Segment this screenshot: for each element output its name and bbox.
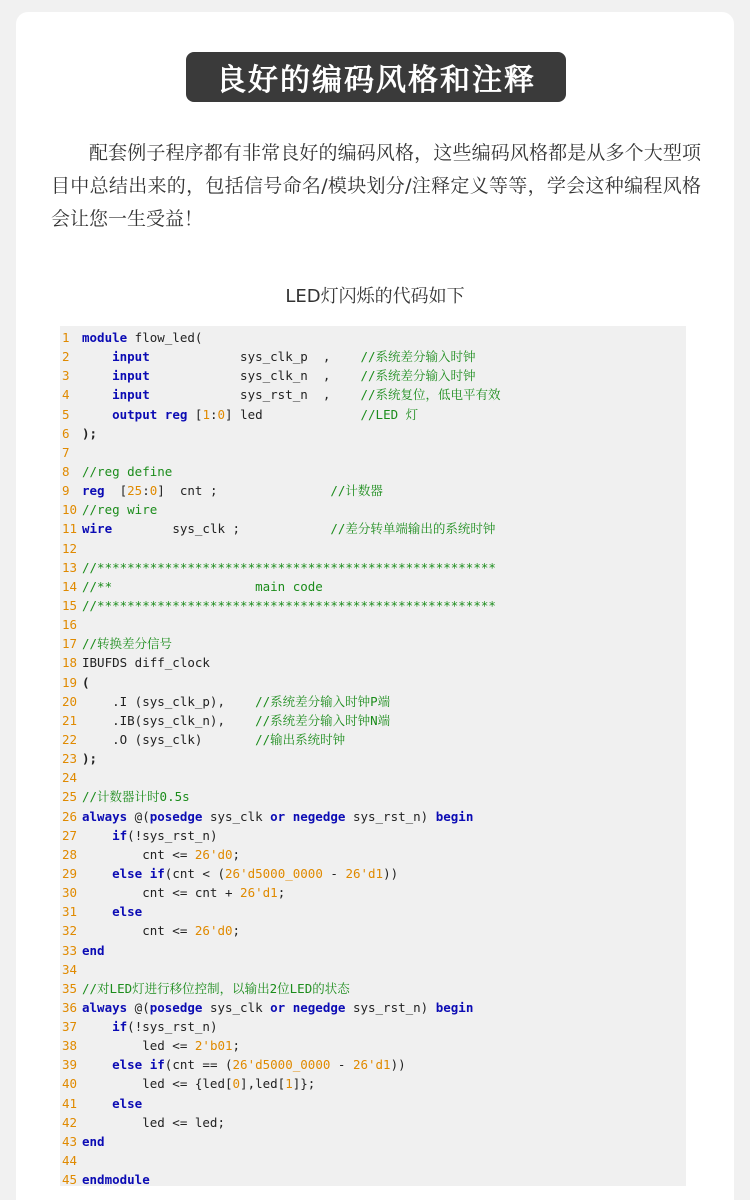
- code-line: [60, 787, 686, 806]
- code-token: //系统差分输入时钟N端: [255, 712, 391, 728]
- code-token: [82, 904, 112, 919]
- code-token: 26'd1: [240, 885, 278, 901]
- code-token: );: [82, 751, 98, 767]
- line-number: 4: [62, 387, 70, 403]
- code-token: led <= led;: [82, 1114, 225, 1130]
- code-token: 26'd5000_0000: [232, 1057, 331, 1073]
- code-line: [60, 539, 686, 558]
- line-number: 31: [62, 904, 78, 920]
- line-number: 22: [62, 731, 78, 747]
- code-token: module: [82, 330, 128, 345]
- code-line: [60, 1132, 686, 1151]
- code-line: [60, 500, 686, 519]
- line-number: 30: [62, 885, 78, 901]
- code-token: [82, 1019, 112, 1034]
- line-number: 26: [62, 808, 78, 824]
- code-token: or negedge: [270, 808, 346, 824]
- line-number: 39: [62, 1057, 78, 1073]
- code-line: [60, 1055, 686, 1074]
- code-token: if: [112, 827, 128, 843]
- code-line: [60, 960, 686, 979]
- line-number: 29: [62, 865, 78, 881]
- code-token: sys_clk_n ,: [149, 368, 361, 384]
- line-number: 25: [62, 789, 78, 805]
- line-number: 9: [62, 483, 70, 499]
- code-token: or negedge: [270, 999, 346, 1015]
- line-number: 43: [62, 1133, 78, 1149]
- code-token: ]};: [292, 1076, 316, 1092]
- code-line: [60, 730, 686, 749]
- code-token: [82, 828, 112, 843]
- code-token: ;: [232, 1038, 241, 1054]
- line-number: 15: [62, 597, 78, 613]
- code-line: [60, 328, 686, 347]
- code-token: @(: [127, 808, 150, 824]
- line-number: 27: [62, 827, 78, 843]
- code-token: led <=: [82, 1038, 195, 1054]
- line-number: 32: [62, 923, 78, 939]
- code-token: (!sys_rst_n): [127, 1019, 218, 1035]
- code-line: [60, 807, 686, 826]
- code-line: [60, 558, 686, 577]
- code-token: 26'd0: [194, 923, 233, 939]
- code-token: ;: [232, 923, 241, 939]
- code-line: [60, 692, 686, 711]
- code-token: )): [383, 865, 399, 881]
- code-line: [60, 519, 686, 538]
- code-line: [60, 481, 686, 500]
- code-token: 26'd0: [194, 846, 233, 862]
- line-number: 11: [62, 521, 78, 537]
- code-line: [60, 462, 686, 481]
- code-token: sys_rst_n): [345, 999, 436, 1015]
- line-number: 5: [62, 406, 70, 422]
- code-token: ] led: [225, 406, 361, 422]
- line-number: 42: [62, 1114, 78, 1130]
- code-token: //系统差分输入时钟P端: [255, 693, 391, 709]
- code-token: @(: [127, 999, 150, 1015]
- code-token: (cnt == (: [164, 1057, 233, 1073]
- code-token: posedge: [149, 999, 203, 1015]
- line-number: 21: [62, 712, 78, 728]
- code-line: [60, 749, 686, 768]
- code-token: ;: [232, 846, 241, 862]
- code-token: //reg define: [82, 463, 173, 479]
- code-token: else: [112, 1095, 143, 1111]
- code-token: ;: [277, 885, 286, 901]
- code-line: [60, 1074, 686, 1093]
- code-line: [60, 443, 686, 462]
- line-number: 16: [62, 617, 78, 633]
- code-token: end: [82, 942, 105, 958]
- code-caption: LED灯闪烁的代码如下: [285, 286, 465, 307]
- code-token: :: [142, 483, 150, 499]
- code-line: [60, 653, 686, 672]
- code-token: if: [112, 1019, 128, 1035]
- code-token: //转换差分信号: [82, 636, 173, 652]
- code-token: //计数器计时0.5s: [82, 789, 190, 805]
- code-token: begin: [435, 999, 474, 1015]
- code-line: [60, 1151, 686, 1170]
- code-token: sys_clk_p ,: [149, 349, 361, 365]
- code-token: flow_led(: [127, 330, 203, 345]
- line-number: 34: [62, 961, 78, 977]
- line-number: 2: [62, 349, 70, 365]
- line-number: 13: [62, 559, 78, 575]
- code-line: [60, 1170, 686, 1189]
- code-token: (!sys_rst_n): [127, 827, 218, 843]
- code-token: 26'd5000_0000: [225, 865, 323, 881]
- code-line: [60, 998, 686, 1017]
- line-number: 35: [62, 980, 78, 996]
- code-line: [60, 864, 686, 883]
- code-token: 2'b01: [194, 1038, 233, 1054]
- line-number: 18: [62, 655, 78, 671]
- line-number: 37: [62, 1019, 78, 1035]
- code-line: [60, 902, 686, 921]
- code-line: [60, 405, 686, 424]
- code-line: [60, 711, 686, 730]
- code-line: [60, 1036, 686, 1055]
- code-line: [60, 768, 686, 787]
- code-line: [60, 826, 686, 845]
- code-token: cnt <=: [82, 923, 195, 939]
- line-number: 20: [62, 693, 78, 709]
- code-token: :: [209, 406, 218, 422]
- code-token: sys_clk: [202, 808, 271, 824]
- code-token: 26'd1: [352, 1057, 391, 1073]
- code-line: [60, 577, 686, 596]
- code-listing: [60, 326, 686, 1186]
- line-number: 14: [62, 578, 78, 594]
- code-token: always: [82, 999, 128, 1015]
- line-number: 45: [62, 1172, 78, 1188]
- line-number: 7: [62, 444, 70, 460]
- code-token: 0: [217, 406, 226, 422]
- code-line: [60, 941, 686, 960]
- line-number: 23: [62, 751, 78, 767]
- code-token: [: [104, 483, 128, 499]
- code-token: ] cnt ;: [157, 483, 331, 499]
- code-token: always: [82, 808, 128, 824]
- intro-paragraph: 配套例子程序都有非常良好的编码风格，这些编码风格都是从多个大型项目中总结出来的，包括信号命名/模块划分/注释定义等等，学会这种编程风格会让您一生受益！: [51, 142, 701, 230]
- line-number: 19: [62, 674, 78, 690]
- code-token: )): [390, 1057, 406, 1073]
- code-token: reg: [82, 483, 105, 499]
- code-line: [60, 979, 686, 998]
- code-token: 1: [285, 1076, 293, 1092]
- code-token: );: [82, 425, 98, 441]
- code-token: input: [112, 387, 150, 403]
- code-token: //系统复位，低电平有效: [360, 387, 501, 403]
- code-token: //** main code: [82, 578, 323, 594]
- code-line: [60, 385, 686, 404]
- code-line: [60, 615, 686, 634]
- code-token: 26'd1: [345, 865, 384, 881]
- code-token: [82, 349, 112, 364]
- code-line: [60, 845, 686, 864]
- code-token: (: [82, 674, 90, 690]
- code-token: else: [112, 904, 143, 920]
- code-token: //对LED灯进行移位控制，以输出2位LED的状态: [82, 980, 350, 996]
- code-line: [60, 366, 686, 385]
- code-token: sys_clk ;: [112, 521, 331, 537]
- code-token: sys_rst_n): [345, 808, 436, 824]
- code-token: else if: [112, 865, 165, 881]
- section-title: 良好的编码风格和注释: [216, 63, 536, 98]
- code-token: //系统差分输入时钟: [360, 368, 476, 384]
- code-token: //系统差分输入时钟: [360, 349, 476, 365]
- code-token: output reg: [112, 406, 188, 422]
- code-token: [82, 1096, 112, 1111]
- code-token: 0: [149, 483, 158, 499]
- line-number: 44: [62, 1153, 78, 1169]
- code-line: [60, 596, 686, 615]
- code-token: //reg wire: [82, 502, 158, 518]
- code-token: //LED 灯: [360, 406, 419, 422]
- code-token: input: [112, 368, 150, 384]
- code-token: led <= {led[: [82, 1076, 233, 1092]
- code-token: endmodule: [82, 1172, 150, 1188]
- code-token: (cnt < (: [164, 865, 226, 881]
- line-number: 40: [62, 1076, 78, 1092]
- code-token: //差分转单端输出的系统时钟: [330, 521, 496, 537]
- code-line: [60, 883, 686, 902]
- line-number: 28: [62, 846, 78, 862]
- code-token: -: [330, 1057, 353, 1073]
- code-token: //计数器: [330, 483, 383, 499]
- line-number: 8: [62, 463, 70, 479]
- code-token: ],led[: [240, 1076, 286, 1092]
- code-token: .O (sys_clk): [82, 731, 256, 747]
- code-token: wire: [82, 521, 113, 537]
- code-token: //输出系统时钟: [255, 731, 346, 747]
- line-number: 41: [62, 1095, 78, 1111]
- code-token: .IB(sys_clk_n),: [82, 712, 256, 728]
- code-token: cnt <= cnt +: [82, 885, 241, 901]
- code-line: [60, 1113, 686, 1132]
- code-token: [82, 407, 112, 422]
- code-line: [60, 424, 686, 443]
- code-line: [60, 634, 686, 653]
- code-token: [82, 387, 112, 402]
- code-token: [82, 1057, 112, 1072]
- code-token: [82, 866, 112, 881]
- code-token: 25: [127, 483, 143, 499]
- code-token: 0: [232, 1076, 241, 1092]
- code-token: //*****************************************************: [82, 597, 496, 613]
- code-token: else if: [112, 1057, 165, 1073]
- code-line: [60, 921, 686, 940]
- line-number: 1: [62, 330, 70, 345]
- code-token: .I (sys_clk_p),: [82, 693, 256, 709]
- code-token: IBUFDS diff_clock: [82, 655, 210, 671]
- line-number: 3: [62, 368, 70, 384]
- code-token: [82, 368, 112, 383]
- line-number: 10: [62, 502, 78, 518]
- line-number: 6: [62, 425, 70, 441]
- code-token: 1: [202, 406, 210, 422]
- code-token: -: [322, 865, 346, 881]
- code-token: input: [112, 349, 150, 365]
- line-number: 38: [62, 1038, 78, 1054]
- code-token: sys_clk: [202, 999, 271, 1015]
- line-number: 33: [62, 942, 78, 958]
- line-number: 17: [62, 636, 78, 652]
- code-line: [60, 1094, 686, 1113]
- code-line: [60, 673, 686, 692]
- code-token: end: [82, 1133, 105, 1149]
- code-token: [: [187, 406, 203, 422]
- code-token: posedge: [149, 808, 203, 824]
- code-line: [60, 1017, 686, 1036]
- line-number: 36: [62, 999, 78, 1015]
- code-token: begin: [435, 808, 474, 824]
- section-title-badge: [186, 52, 566, 102]
- line-number: 12: [62, 540, 78, 556]
- line-number: 24: [62, 770, 78, 786]
- code-line: [60, 347, 686, 366]
- code-token: //*****************************************************: [82, 559, 496, 575]
- code-token: sys_rst_n ,: [149, 387, 361, 403]
- code-token: cnt <=: [82, 846, 195, 862]
